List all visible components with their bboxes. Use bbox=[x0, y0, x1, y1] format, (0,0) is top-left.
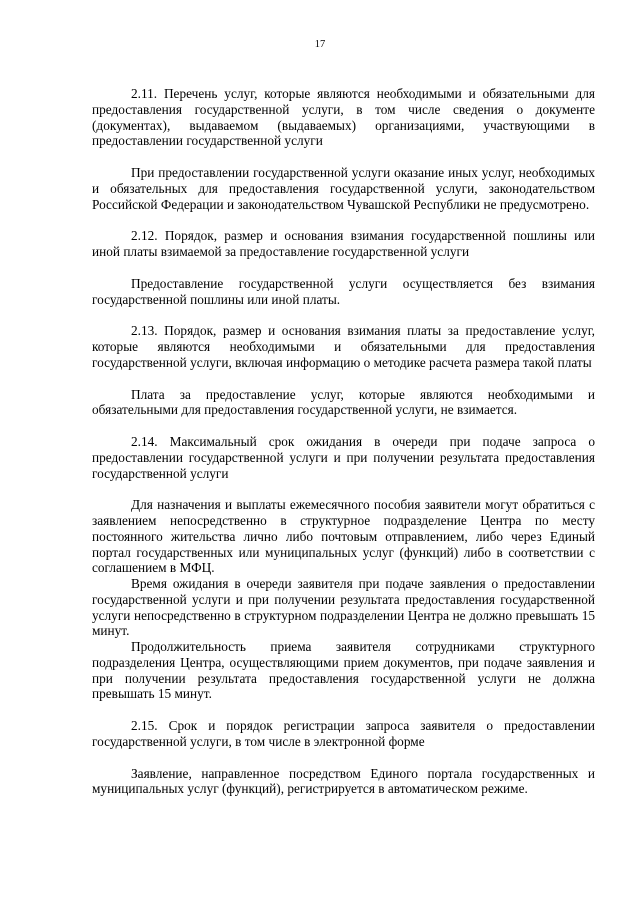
section-heading-2-12: 2.12. Порядок, размер и основания взимания государственной пошлины или иной платы взимаемой за предоставление государственной услуги bbox=[92, 228, 595, 259]
section-heading-2-11: 2.11. Перечень услуг, которые являются необходимыми и обязательными для предоставления государственной услуги, в том числе сведения о документе (документах), выдаваемом (выдаваемых) организациями, участвующими в предоставлении государственной услуги bbox=[92, 86, 595, 149]
document-body bbox=[92, 86, 595, 797]
paragraph: Предоставление государственной услуги осуществляется без взимания государственной пошлины или иной платы. bbox=[92, 275, 595, 307]
paragraph: Плата за предоставление услуг, которые являются необходимыми и обязательными для предоставления государственной услуги, не взимается. bbox=[92, 386, 595, 418]
section-heading-2-14: 2.14. Максимальный срок ожидания в очереди при подаче запроса о предоставлении государственной услуги и при получении результата предоставления государственной услуги bbox=[92, 434, 595, 481]
paragraph: Для назначения и выплаты ежемесячного пособия заявители могут обратиться с заявлением непосредственно в структурное подразделение Центра по месту постоянного жительства лично либо почтовым отправлением, либо через Единый портал государственных или муниципальных услуг (функций) либо в соответствии с соглашением в МФЦ. bbox=[92, 497, 595, 576]
paragraph: Продолжительность приема заявителя сотрудниками структурного подразделения Центра, осуществляющими прием документов, при подаче заявления и при получении результата предоставления государственной услуги не должна превышать 15 минут. bbox=[92, 639, 595, 702]
paragraph: При предоставлении государственной услуги оказание иных услуг, необходимых и обязательных для предоставления государственной услуги, законодательством Российской Федерации и законодательством Чувашской Республики не предусмотрено. bbox=[92, 165, 595, 212]
section-heading-2-15: 2.15. Срок и порядок регистрации запроса заявителя о предоставлении государственной услуги, в том числе в электронной форме bbox=[92, 718, 595, 749]
page-number: 17 bbox=[314, 39, 326, 50]
section-heading-2-13: 2.13. Порядок, размер и основания взимания платы за предоставление услуг, которые являются необходимыми и обязательными для предоставления государственной услуги, включая информацию о методике расчета размера такой платы bbox=[92, 323, 595, 370]
paragraph: Заявление, направленное посредством Единого портала государственных и муниципальных услуг (функций), регистрируется в автоматическом режиме. bbox=[92, 765, 595, 797]
paragraph: Время ожидания в очереди заявителя при подаче заявления о предоставлении государственной услуги и при получении результата предоставления государственной услуги непосредственно в структурном подразделении Центра не должно превышать 15 минут. bbox=[92, 576, 595, 639]
